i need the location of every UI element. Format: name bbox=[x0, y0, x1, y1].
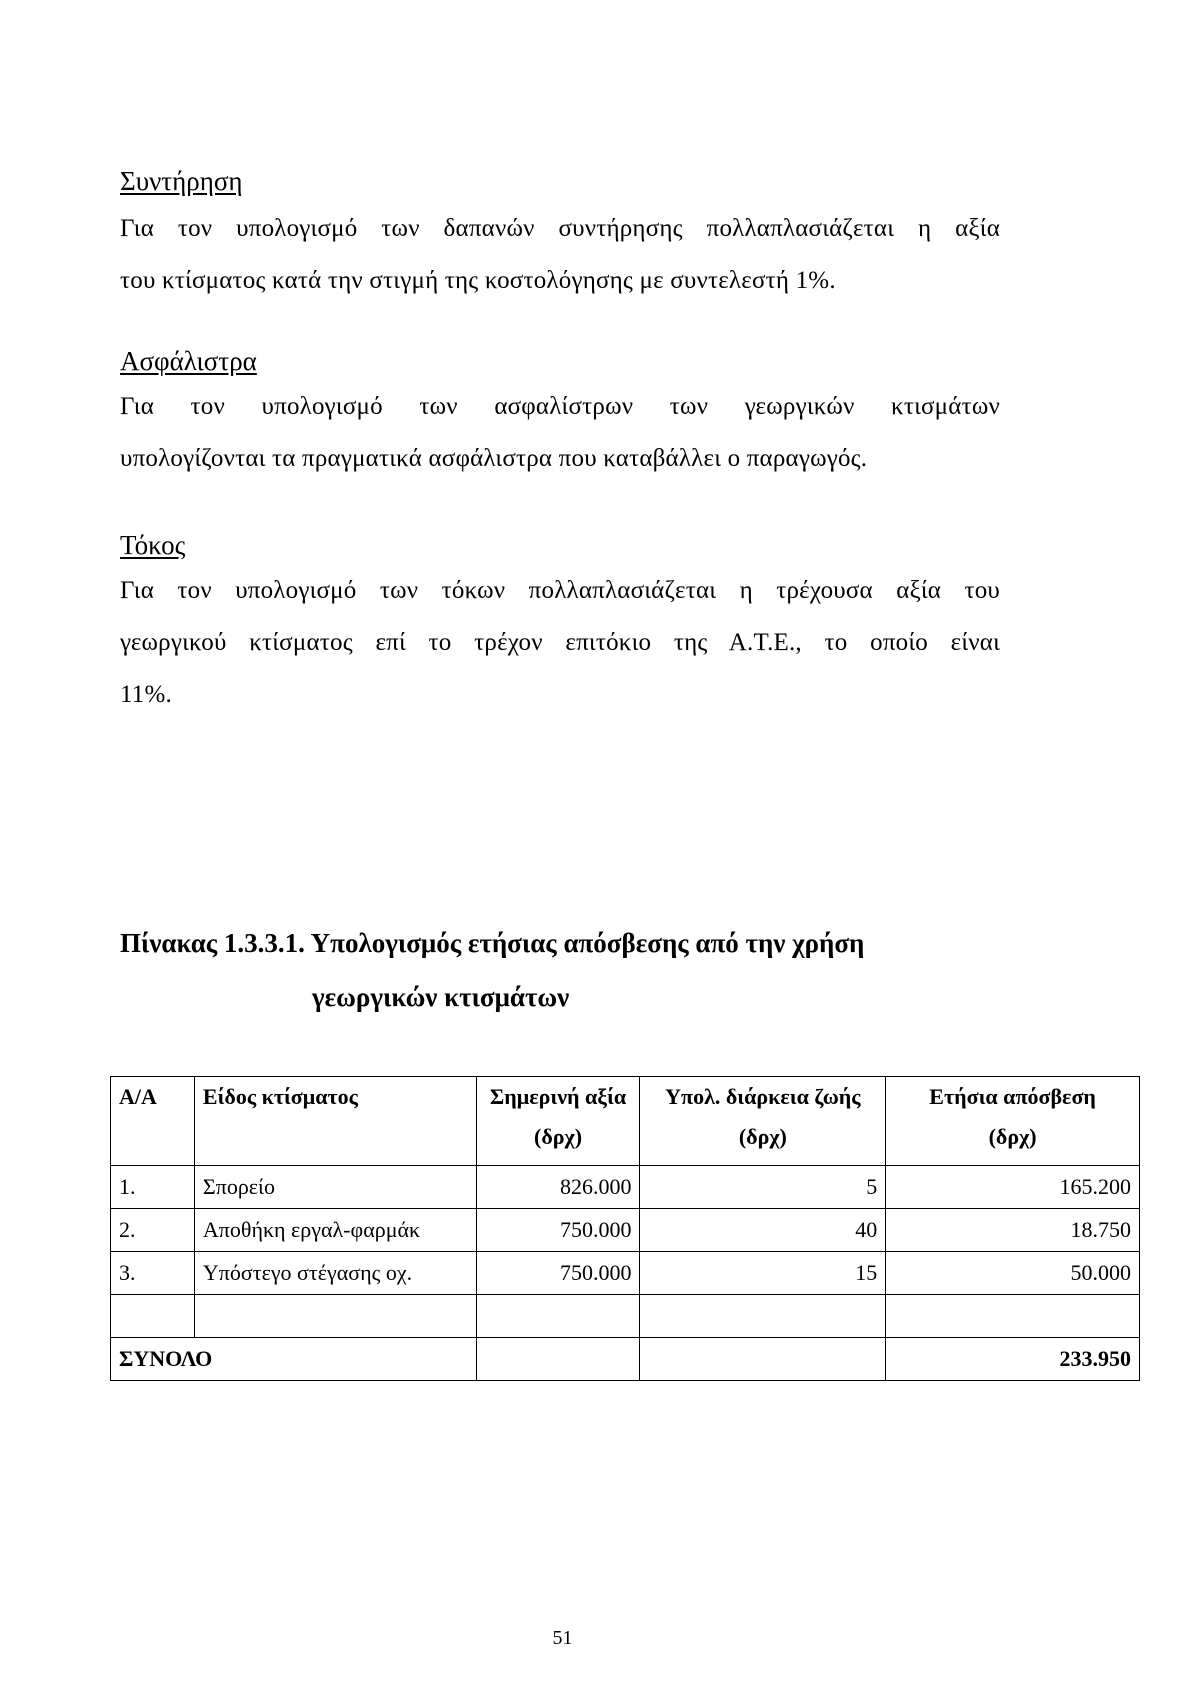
header-life: Υπολ. διάρκεια ζωής (δρχ) bbox=[640, 1077, 886, 1166]
cell-life: 40 bbox=[640, 1209, 886, 1252]
text-line: Για τον υπολογισμό των δαπανών συντήρησης πολλαπλασιάζεται η αξία bbox=[120, 215, 1000, 242]
cell-id: 2. bbox=[111, 1209, 195, 1252]
heading-interest: Τόκος bbox=[120, 530, 186, 560]
section-interest bbox=[120, 530, 1000, 721]
cell-type: Σπορείο bbox=[194, 1166, 476, 1209]
header-id: Α/Α bbox=[111, 1077, 195, 1166]
text-line: Για τον υπολογισμό των ασφαλίστρων των γεωργικών κτισμάτων bbox=[120, 393, 1000, 420]
cell-empty bbox=[476, 1338, 640, 1381]
section-maintenance bbox=[120, 166, 1000, 307]
page-number: 51 bbox=[552, 1627, 573, 1649]
cell-empty bbox=[476, 1295, 640, 1338]
heading-maintenance: Συντήρηση bbox=[120, 166, 243, 196]
cell-value: 826.000 bbox=[476, 1166, 640, 1209]
cell-id: 1. bbox=[111, 1166, 195, 1209]
table-total-row bbox=[111, 1338, 1140, 1381]
table-row bbox=[111, 1209, 1140, 1252]
text-line: του κτίσματος κατά την στιγμή της κοστολόγησης με συντελεστή 1%. bbox=[120, 267, 836, 294]
cell-value: 750.000 bbox=[476, 1252, 640, 1295]
table-caption-continued: γεωργικών κτισμάτων bbox=[312, 982, 570, 1012]
section-insurance bbox=[120, 346, 1000, 485]
cell-empty bbox=[886, 1295, 1140, 1338]
table-empty-row bbox=[111, 1295, 1140, 1338]
depreciation-table bbox=[110, 1076, 1140, 1381]
cell-value: 750.000 bbox=[476, 1209, 640, 1252]
paragraph-maintenance bbox=[120, 203, 1000, 307]
table-caption: Πίνακας 1.3.3.1. Υπολογισμός ετήσιας απόσβεσης από την χρήση bbox=[120, 928, 865, 958]
cell-depreciation: 18.750 bbox=[886, 1209, 1140, 1252]
cell-empty bbox=[640, 1295, 886, 1338]
text-line: Για τον υπολογισμό των τόκων πολλαπλασιάζεται η τρέχουσα αξία του bbox=[120, 577, 1000, 604]
table-row bbox=[111, 1166, 1140, 1209]
heading-insurance: Ασφάλιστρα bbox=[120, 346, 257, 376]
cell-type: Αποθήκη εργαλ-φαρμάκ bbox=[194, 1209, 476, 1252]
total-label: ΣΥΝΟΛΟ bbox=[111, 1338, 477, 1381]
paragraph-insurance bbox=[120, 381, 1000, 485]
cell-id: 3. bbox=[111, 1252, 195, 1295]
cell-empty bbox=[640, 1338, 886, 1381]
total-value: 233.950 bbox=[886, 1338, 1140, 1381]
header-type: Είδος κτίσματος bbox=[194, 1077, 476, 1166]
paragraph-interest bbox=[120, 565, 1000, 721]
header-depreciation: Ετήσια απόσβεση (δρχ) bbox=[886, 1077, 1140, 1166]
cell-depreciation: 50.000 bbox=[886, 1252, 1140, 1295]
cell-depreciation: 165.200 bbox=[886, 1166, 1140, 1209]
cell-type: Υπόστεγο στέγασης οχ. bbox=[194, 1252, 476, 1295]
text-line: υπολογίζονται τα πραγματικά ασφάλιστρα που καταβάλλει ο παραγωγός. bbox=[120, 445, 868, 472]
table-row bbox=[111, 1252, 1140, 1295]
cell-life: 15 bbox=[640, 1252, 886, 1295]
header-value: Σημερινή αξία (δρχ) bbox=[476, 1077, 640, 1166]
cell-empty bbox=[111, 1295, 195, 1338]
cell-empty bbox=[194, 1295, 476, 1338]
cell-life: 5 bbox=[640, 1166, 886, 1209]
text-line: 11%. bbox=[120, 681, 172, 708]
text-line: γεωργικού κτίσματος επί το τρέχον επιτόκιο της Α.Τ.Ε., το οποίο είναι bbox=[120, 629, 1000, 656]
table-header-row bbox=[111, 1077, 1140, 1166]
